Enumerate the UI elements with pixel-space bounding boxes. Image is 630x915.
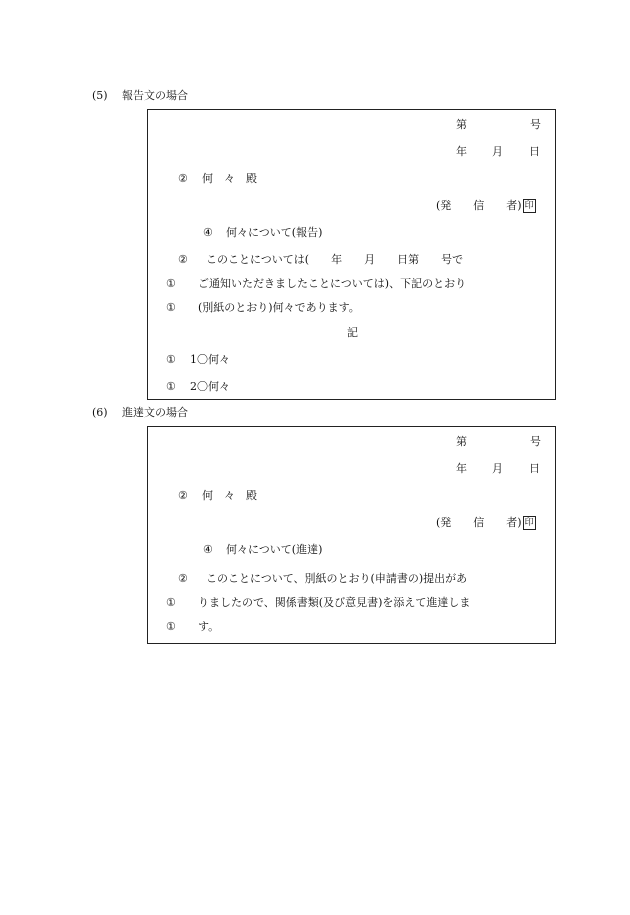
body-line-1-mark: ② bbox=[178, 253, 188, 266]
item-1: 1〇何々 bbox=[190, 353, 230, 366]
item-2-mark: ① bbox=[166, 380, 176, 393]
date-day: 日 bbox=[529, 145, 540, 158]
body-line-2-mark: ① bbox=[166, 596, 176, 609]
body-line-2-mark: ① bbox=[166, 277, 176, 290]
subject: 何々について(報告) bbox=[226, 226, 323, 239]
body-line-1: このことについては( 年 月 日第 号で bbox=[206, 253, 464, 266]
report-template-box bbox=[147, 109, 556, 400]
addressee: 何 々 殿 bbox=[202, 489, 257, 502]
ki-heading: 記 bbox=[347, 326, 358, 339]
body-line-3: す。 bbox=[198, 620, 220, 633]
body-line-2: ご通知いただきましたことについては)、下記のとおり bbox=[198, 277, 467, 290]
subject-mark: ④ bbox=[203, 543, 213, 556]
transmittal-template-box bbox=[147, 426, 556, 644]
document-number-prefix: 第 bbox=[456, 118, 467, 131]
date-month: 月 bbox=[492, 145, 503, 158]
body-line-3: (別紙のとおり)何々であります。 bbox=[198, 301, 360, 314]
sender-close: 者) bbox=[506, 199, 522, 212]
sender-mid: 信 bbox=[473, 199, 485, 212]
sender-open: (発 bbox=[436, 516, 452, 529]
sender-line bbox=[436, 199, 536, 213]
body-line-2: りましたので、関係書類(及び意見書)を添えて進達しま bbox=[198, 596, 471, 609]
document-number-prefix: 第 bbox=[456, 435, 467, 448]
subject: 何々について(進達) bbox=[226, 543, 323, 556]
addressee: 何 々 殿 bbox=[202, 172, 257, 185]
date-day: 日 bbox=[529, 462, 540, 475]
addressee-mark: ② bbox=[178, 172, 188, 185]
body-line-3-mark: ① bbox=[166, 620, 176, 633]
sender-mid: 信 bbox=[473, 516, 485, 529]
sender-open: (発 bbox=[436, 199, 452, 212]
seal-mark: 印 bbox=[524, 518, 534, 528]
subject-mark: ④ bbox=[203, 226, 213, 239]
section-6-title: 進達文の場合 bbox=[122, 406, 188, 419]
section-5-number: (5) bbox=[92, 89, 108, 102]
section-6-number: (6) bbox=[92, 406, 108, 419]
date-year: 年 bbox=[456, 145, 467, 158]
sender-close: 者) bbox=[506, 516, 522, 529]
sender-line bbox=[436, 516, 536, 530]
section-5-heading bbox=[92, 89, 188, 103]
document-number-suffix: 号 bbox=[530, 435, 541, 448]
section-5-title: 報告文の場合 bbox=[122, 89, 188, 102]
addressee-mark: ② bbox=[178, 489, 188, 502]
section-6-heading bbox=[92, 406, 188, 420]
item-2: 2〇何々 bbox=[190, 380, 230, 393]
body-line-1: このことについて、別紙のとおり(申請書の)提出があ bbox=[206, 572, 468, 585]
date-year: 年 bbox=[456, 462, 467, 475]
date-month: 月 bbox=[492, 462, 503, 475]
document-number-suffix: 号 bbox=[530, 118, 541, 131]
body-line-3-mark: ① bbox=[166, 301, 176, 314]
item-1-mark: ① bbox=[166, 353, 176, 366]
body-line-1-mark: ② bbox=[178, 572, 188, 585]
seal-mark: 印 bbox=[524, 201, 534, 211]
